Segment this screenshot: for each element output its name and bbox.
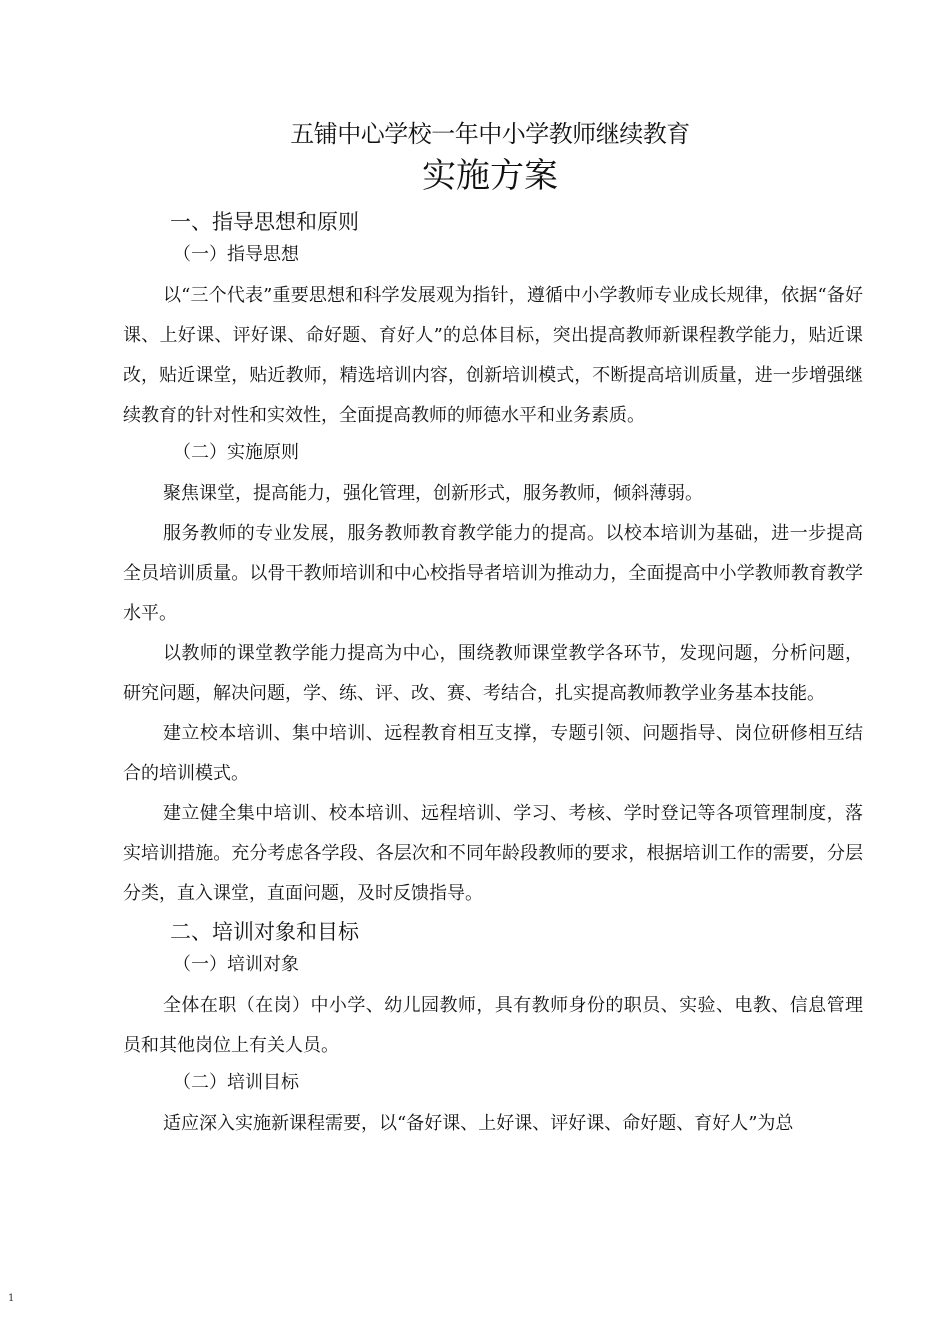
subsection-heading: （一）培训对象: [173, 954, 299, 975]
paragraph: 建立健全集中培训、校本培训、远程培训、学习、考核、学时登记等各项管理制度，落实培训措施。充分考虑各学段、各层次和不同年龄段教师的要求，根据培训工作的需要，分层分类，直入课堂，直面问题，及时反馈指导。: [123, 803, 863, 904]
paragraph: 适应深入实施新课程需要，以“备好课、上好课、评好课、命好题、育好人”为总: [163, 1113, 794, 1134]
subsection-heading: （二）实施原则: [173, 442, 299, 463]
paragraph: 以“三个代表”重要思想和科学发展观为指针，遵循中小学教师专业成长规律，依据“备好课、上好课、评好课、命好题、育好人”的总体目标，突出提高教师新课程教学能力，贴近课改，贴近课堂，贴近教师，精选培训内容，创新培训模式，不断提高培训质量，进一步增强继续教育的针对性和实效性，全面提高教师的师德水平和业务素质。: [123, 285, 863, 426]
document-body: [123, 208, 863, 1144]
paragraph: 服务教师的专业发展，服务教师教育教学能力的提高。以校本培训为基础，进一步提高全员培训质量。以骨干教师培训和中心校指导者培训为推动力，全面提高中小学教师教育教学水平。: [123, 523, 863, 624]
document-title-line1: 五铺中心学校一年中小学教师继续教育: [290, 120, 690, 148]
subsection-heading: （二）培训目标: [173, 1072, 299, 1093]
paragraph: 建立校本培训、集中培训、远程教育相互支撑，专题引领、问题指导、岗位研修相互结合的培训模式。: [123, 723, 863, 784]
document-title-line2: 实施方案: [422, 156, 558, 196]
page-number: 1: [8, 1293, 15, 1304]
paragraph: 聚焦课堂，提高能力，强化管理，创新形式，服务教师，倾斜薄弱。: [163, 483, 703, 504]
subsection-heading: （一）指导思想: [173, 244, 299, 265]
section-heading: 一、指导思想和原则: [170, 210, 359, 234]
paragraph: 全体在职（在岗）中小学、幼儿园教师，具有教师身份的职员、实验、电教、信息管理员和其他岗位上有关人员。: [123, 995, 863, 1056]
section-heading: 二、培训对象和目标: [170, 920, 359, 944]
paragraph: 以教师的课堂教学能力提高为中心，围绕教师课堂教学各环节，发现问题，分析问题，研究问题，解决问题，学、练、评、改、赛、考结合，扎实提高教师教学业务基本技能。: [123, 643, 863, 704]
